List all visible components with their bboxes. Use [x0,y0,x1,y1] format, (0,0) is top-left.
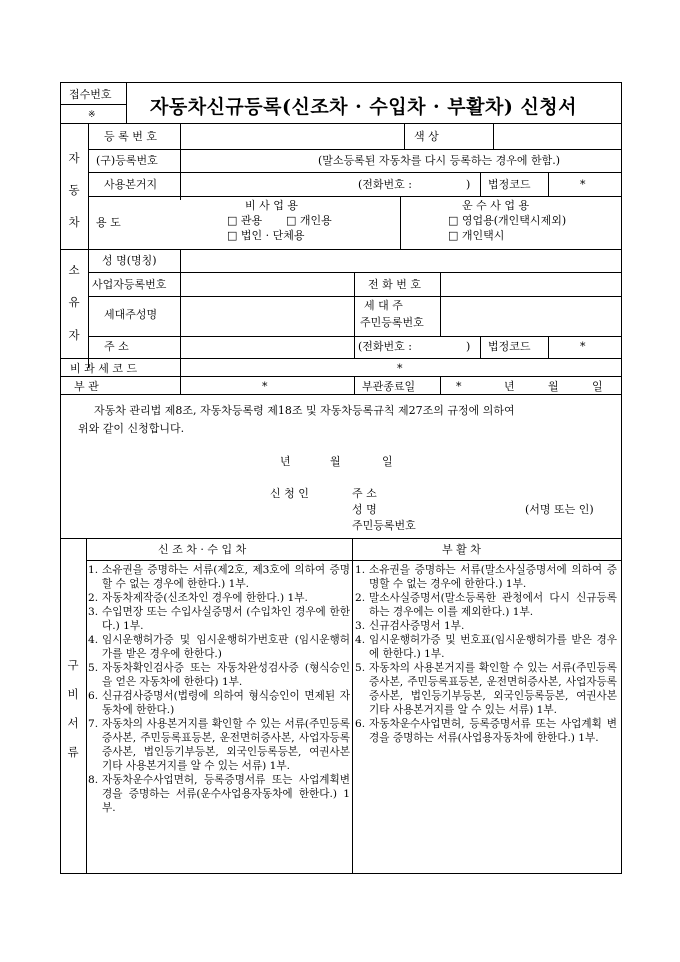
resident-no-label: 주민등록번호 [352,519,416,532]
receipt-divider [60,104,126,105]
owner-section-char: 자 [68,328,80,342]
list-item: 7. 자동차의 사용본거지를 확인할 수 있는 서류(주민등록증사본, 주민등록표등본, 운전면허증사본, 사업자등록증사본, 법인등기부등본, 외국인등록등본, 여권사본 기타 사용본거지를 알 수 있는 서류) 1부. [88,718,350,772]
usage-label: 용 도 [96,216,121,229]
usage-divider [400,196,401,249]
list-item: 1. 소유권을 증명하는 서류(말소사실증명서에 의하여 증명할 수 없는 경우에 한한다.) 1부. [355,564,617,590]
owner-legal-code-value-divider [548,336,549,358]
revival-vehicle-documents [355,563,617,745]
biz-no-label: 사업자등록번호 [92,278,167,291]
list-item: 2. 자동차제작증(신조차인 경우에 한한다.) 1부. [88,592,308,604]
documents-section-char: 류 [67,745,79,759]
tax-code-mark: * [397,362,403,375]
documents-section-char: 구 [67,658,79,672]
documents-section-line [86,538,87,874]
list-item: 3. 수입면장 또는 수입사실증명서 (수입차인 경우에 한한다.) 1부. [88,606,350,632]
plate-day: 일 [592,380,603,393]
plate-end-mark: * [456,380,462,393]
applicant-address-label: 주 소 [352,487,377,500]
checkbox-personal[interactable]: □ 개인용 [286,214,332,227]
plate-year: 년 [504,380,515,393]
declaration-line1: 자동차 관리법 제8조, 자동차등록령 제18조 및 자동차등록규칙 제27조의 규정에 의하여 [94,404,515,417]
plate-divider [180,376,181,394]
owner-phone-label: 전 화 번 호 [368,278,421,291]
plate-end-label: 부관종료일 [362,380,416,393]
header-divider [126,82,127,123]
vehicle-section-char: 차 [68,215,80,229]
color-divider [404,123,405,149]
declaration-line2: 위와 같이 신청합니다. [78,422,185,435]
owner-section-char: 소 [68,263,80,277]
receipt-label: 접수번호 [69,88,112,101]
address-divider [354,336,355,358]
applicant-label: 신 청 인 [270,487,309,500]
garage-phone-label: (전화번호 : [358,178,412,191]
list-item: 5. 자동차확인검사증 또는 자동차완성검사증 (형식승인을 얻은 자동차에 한한다) 1부. [88,662,350,688]
reg-no-label: 등 록 번 호 [104,130,157,143]
row-line [60,376,622,377]
old-reg-label: (구)등록번호 [96,154,158,167]
owner-section-char: 유 [68,295,80,309]
color-label: 색 상 [414,130,439,143]
vehicle-section-char: 동 [68,183,80,197]
old-reg-note: (말소등록된 자동차를 다시 등록하는 경우에 한함.) [318,154,561,167]
row-line [88,196,622,197]
garage-phone-close: ) [466,178,471,191]
plate-end-value-divider [440,376,441,394]
declaration-month: 월 [330,455,341,468]
list-item: 6. 신규검사증명서(법령에 의하여 형식승인이 면제된 자동차에 한한다.) [88,690,350,716]
row-line [88,149,622,150]
signature-label: (서명 또는 인) [525,503,594,516]
garage-label: 사용본거지 [104,178,158,191]
section-line [60,249,622,250]
documents-header-line [86,560,622,561]
householder-right-line2: 주민등록번호 [360,316,424,329]
plate-month: 월 [548,380,559,393]
color-value-divider [493,123,494,149]
plate-mark: * [262,380,268,393]
list-item: 6. 자동차운수사업면허, 등록증명서류 또는 사업계획 변경을 증명하는 서류(사업용자동차에 한한다.) 1부. [355,718,617,744]
owner-middle-divider [354,272,355,336]
section-line [60,538,622,539]
vehicle-section-char: 자 [68,151,80,165]
private-use-label: 비 사 업 용 [245,199,298,212]
documents-column-line [352,538,353,874]
row-line [88,272,622,273]
householder-label: 세대주성명 [104,308,158,321]
tax-code-label: 비 과 세 코 드 [70,362,138,375]
list-item: 5. 자동차의 사용본거지를 확인할 수 있는 서류(주민등록증사본, 주민등록표등본, 운전면허증사본, 사업자등록증사본, 법인등기부등본, 외국인등록등본, 여권사본 기타 사용본거지를 알 수 있는 서류) 1부. [355,662,617,716]
revival-vehicle-header: 부 활 차 [442,543,481,556]
owner-legal-code-label: 법정코드 [488,340,531,353]
legal-code-divider [480,172,481,196]
address-phone-label: (전화번호 : [358,340,412,353]
list-item: 8. 자동차운수사업면허, 등록증명서류 또는 사업계획변경을 증명하는 서류(운수사업용자동차에 한한다.) 1부. [88,774,350,814]
owner-label-column-line [180,249,181,394]
row-line [88,172,622,173]
householder-right-line1: 세 대 주 [364,299,403,312]
address-label: 주 소 [104,340,129,353]
address-phone-close: ) [466,340,471,353]
owner-legal-code-mark: * [580,340,586,353]
section-column-line [88,123,89,368]
legal-code-label: 법정코드 [488,178,531,191]
legal-code-mark: * [580,178,586,191]
documents-section-char: 비 [67,687,79,701]
legal-code-value-divider [548,172,549,196]
row-line [88,296,622,297]
form-title: 자동차신규등록(신조차 · 수입차 · 부활차) 신청서 [150,96,578,118]
business-use-label: 운 수 사 업 용 [462,199,530,212]
checkbox-government[interactable]: □ 관용 [227,214,263,227]
plate-label: 부 관 [74,380,99,393]
list-item: 4. 임시운행허가증 및 임시운행허가번호판 (임시운행허가를 받은 경우에 한한다.) [88,634,350,660]
checkbox-corporate[interactable]: □ 법인 · 단체용 [227,229,305,242]
list-item: 3. 신규검사증명서 1부. [355,620,465,632]
documents-section-char: 서 [67,716,79,730]
checkbox-commercial[interactable]: □ 영업용(개인택시제외) [448,214,567,227]
applicant-name-label: 성 명 [352,503,377,516]
list-item: 4. 임시운행허가증 및 번호표(임시운행허가를 받은 경우에 한한다.) 1부. [355,634,617,660]
list-item: 1. 소유권을 증명하는 서류(제2호, 제3호에 의하여 증명할 수 없는 경우에 한한다.) 1부. [88,564,350,590]
vehicle-label-column-line [180,123,181,200]
receipt-mark: ※ [88,110,96,120]
new-vehicle-header: 신 조 차 · 수 입 차 [158,543,247,556]
checkbox-private-taxi[interactable]: □ 개인택시 [448,229,505,242]
list-item: 2. 말소사실증명서(말소등록한 관청에서 다시 신규등록하는 경우에는 이를 제외한다.) 1부. [355,592,617,618]
section-line [60,394,622,395]
declaration-day: 일 [382,455,393,468]
new-vehicle-documents [88,563,350,815]
declaration-year: 년 [280,455,291,468]
owner-name-label: 성 명(명칭) [102,254,157,267]
owner-value-divider [440,272,441,336]
plate-end-divider [354,376,355,394]
section-line [60,358,622,359]
header-bottom-line [60,123,622,124]
owner-legal-code-divider [480,336,481,358]
row-line [88,336,622,337]
